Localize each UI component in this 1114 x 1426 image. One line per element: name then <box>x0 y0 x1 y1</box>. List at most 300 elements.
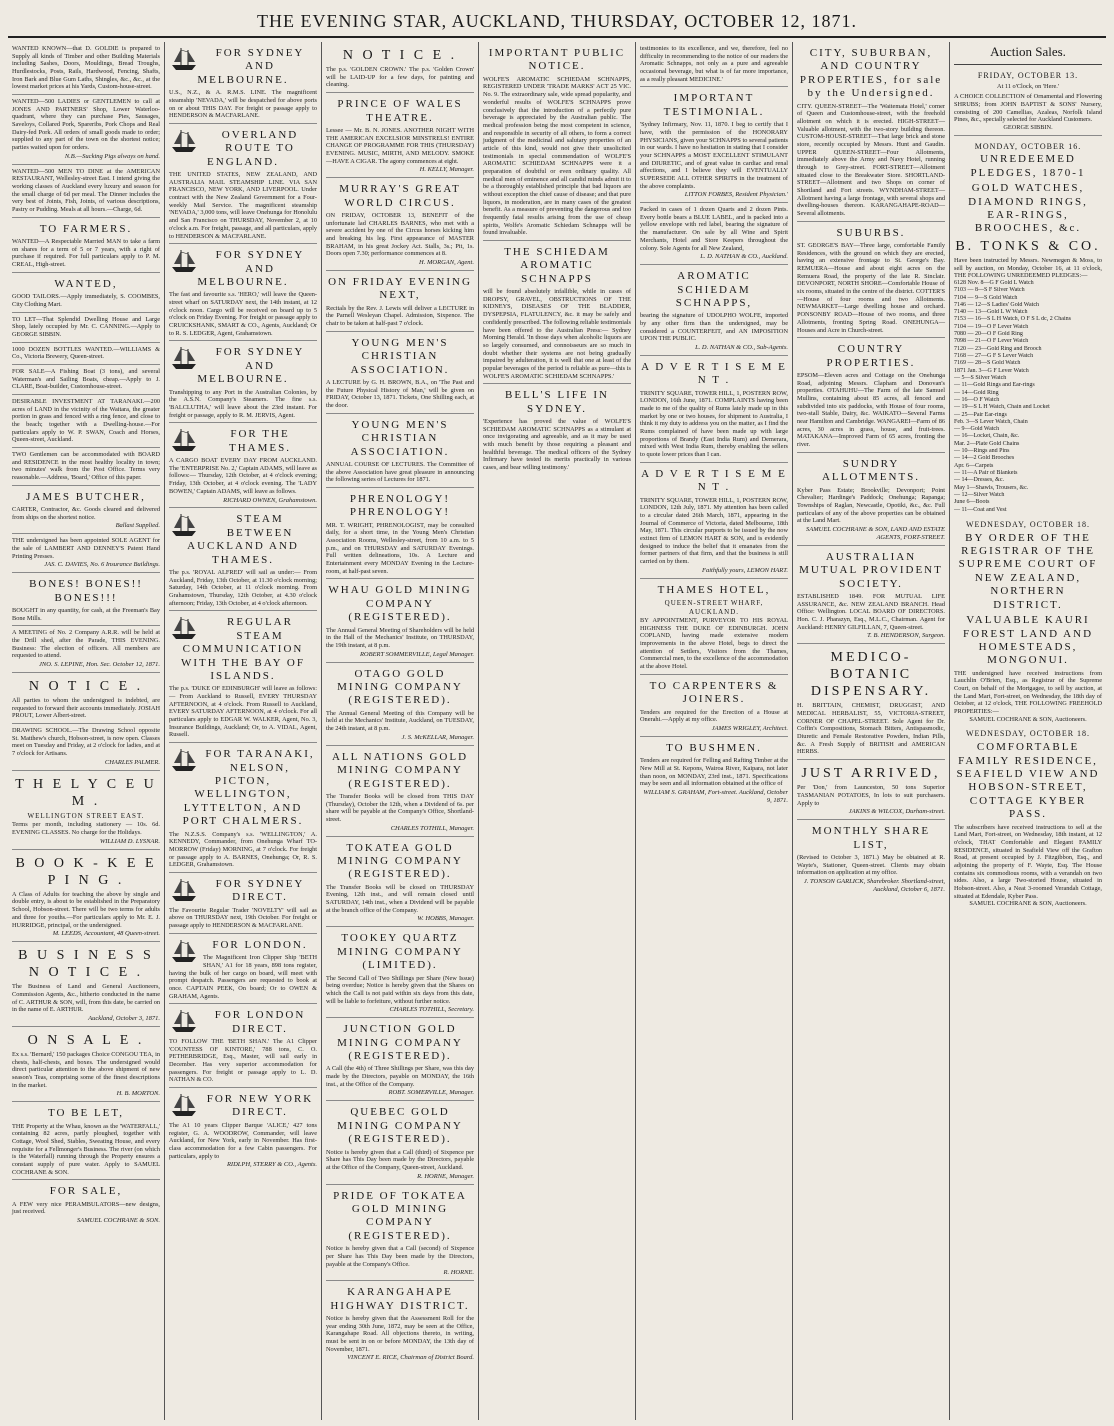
ad-body: TRINITY SQUARE, TOWER HILL, 1, POSTERN ROW, LONDON, 12th July, 1871. My attention has been called to a circular dated 26th March, 1871, appearing in the Journal of Commerce of Victoria, dated Melbourne, 18th May, 1871. This circular purports to be issued by the now extinct firm of LEMON HART & SON, and is evidently designed to induce the belief that it emanates from the former partners of that firm, and that the business is still carried on by them. <box>640 496 788 565</box>
advertisement <box>483 42 631 241</box>
ad-signature: RICHARD OWNEN, Grahamstown. <box>223 496 317 504</box>
ad-signature: ROBT. SOMERVILLE, Manager. <box>388 1089 474 1097</box>
pledge-item: 7104 — 9—S Gold Watch <box>954 294 1018 301</box>
auction-heading: COMFORTABLE FAMILY RESIDENCE, SEAFIELD VIEW AND HOBSON-STREET, COTTAGE KYBER PASS. <box>956 741 1100 821</box>
ad-heading: TO BE LET, <box>47 1107 125 1120</box>
ad-heading: FOR SYDNEY DIRECT. <box>215 877 305 904</box>
ad-signature: JAS. C. DAVIES, No. 6 Insurance Buildings. <box>44 561 160 569</box>
ad-body: FOR SALE—A Fishing Boat (3 tons), and several Waterman's and Sailing Boats, cheap.—Apply to J. CLARE, Boat-builder, Customhouse-street. <box>12 367 160 391</box>
ad-heading: KARANGAHAPE HIGHWAY DISTRICT. <box>330 1286 470 1312</box>
advertisement <box>326 271 474 332</box>
ad-heading: PRINCE OF WALES THEATRE. <box>337 98 463 124</box>
ad-body: The Second Call of Two Shillings per Share (New Issue) being overdue; Notice is hereby given that the Shares on which the Call is not paid within six days from this date, will be liable to forfeiture, without further notice. <box>326 974 474 1005</box>
advertisement <box>12 942 160 1027</box>
ad-heading: OTAGO GOLD MINING COMPANY (REGISTERED). <box>337 667 463 707</box>
ad-body: TRINITY SQUARE, TOWER HILL, 1, POSTERN ROW, LONDON, 16th June, 1871. COMPLAINTS having been made to me of the quality of Rums lately made up in this market by one or two houses, for shipment to Australia, I think it my duty to address you on the matter, as I find the Rums complained of have been made up with large proportions of Brandy (East India Rum) and Demerara, mixed with West India Rum, thereby enabling the sellers to quote lower prices than I can. <box>640 389 788 459</box>
ad-heading: QUEBEC GOLD MINING COMPANY (REGISTERED). <box>337 1106 463 1146</box>
ad-body: The Magnificent Iron Clipper Ship 'BETH SHAN,' A1 for 18 years, 898 tons register, having the bulk of her cargo on board, will meet with prompt despatch. Passengers are requested to book at once. CAPTAIN PEEK, On board; Or to OWEN & GRAHAM, Agents. <box>169 954 317 1000</box>
ad-signature: Ballast Supplied. <box>115 522 160 530</box>
advertisement <box>326 332 474 414</box>
ad-heading: MONTHLY SHARE LIST, <box>811 825 931 851</box>
pledge-item: — 16—Locket, Chain, &c. <box>954 433 1020 440</box>
ship-illustration-icon <box>169 1092 199 1118</box>
ad-signature: W. HOBBS, Manager. <box>417 915 474 923</box>
advertisement <box>12 724 160 771</box>
ad-signature: JAKINS & WILCOX, Durham-street. <box>848 808 945 816</box>
advertisement <box>797 222 945 338</box>
ad-body: WOLFE'S AROMATIC SCHIEDAM SCHNAPPS, REGISTERED UNDER 'TRADE MARKS' ACT 25 VIC. No. 9. The extraordinary sale, wide spread popularity, and wonderful results of WOLFE'S SCHNAPPS prove conclusively that the introduction of a perfectly pure beverage is appreciated by the Australian public. The medical profession being the most competent in science, and responsible in security of all others, to form a correct judgment of the medicinal and salutary properties of an article of this kind, would not give their unsolicited testimonials in special commendation of WOLFE'S AROMATIC SCHIEDAM SCHNAPPS were it a preparation of doubtful or even ordinary quality. All medical men of eminence and all candid minds admit it to be a thoroughly established principle that bad liquors are without exception the chief cause of disease; and that pure liquors, in moderation, are in many cases of the greatest benefit. As a measure of preventing the dangerous and too frequently fatal results arising from the use of cheap spirits, Wolfe's Aromatic Schiedam Schnapps will be found invaluable. <box>483 75 631 237</box>
advertisement <box>12 1180 160 1228</box>
pledge-item: June 6—Boots <box>954 499 990 506</box>
column-6 <box>793 42 950 1420</box>
pledge-item: — 11—Gold Rings and Ear-rings <box>954 382 1035 389</box>
pledge-item: 7103 — 8—S F Silver Watch <box>954 287 1025 294</box>
ad-body: A FEW very nice PERAMBULATORS—new designs, just received. <box>12 1200 160 1216</box>
ad-heading: TOKATEA GOLD MINING COMPANY (REGISTERED). <box>337 841 463 881</box>
ad-body: ESTABLISHED 1849. FOR MUTUAL LIFE ASSURANCE, &c. NEW ZEALAND BRANCH. Head Office: Wellington. LOCAL BOARD OF DIRECTORS. Hon. C. J. Pharazyn, Esq., M.L.C., Chairman. Agent for Auckland: HENRY GILFILLAN, 7, Queen-street. <box>797 592 945 631</box>
advertisement <box>326 1185 474 1282</box>
auction-kauri-sig: SAMUEL COCHRANE & SON, Auctioneers. <box>969 715 1087 723</box>
ad-heading: FOR NEW YORK DIRECT. <box>206 1093 314 1119</box>
pledge-item: — 9—Gold Watch <box>954 426 1000 433</box>
advertisement <box>326 837 474 928</box>
ad-heading: B O O K - K E E P I N G . <box>15 855 157 888</box>
auction-date: WEDNESDAY, OCTOBER 18. <box>965 729 1091 739</box>
ad-signature: J. TONSON GARLICK, Sharebroker. Shortland-street, Auckland, October 6, 1871. <box>803 878 945 893</box>
ad-heading: JAMES BUTCHER, <box>26 490 146 503</box>
ad-body: BOUGHT in any quantity, for cash, at the Freeman's Bay Bone Mills. <box>12 607 160 622</box>
ad-body: The fast and favourite s.s. 'HERO,' will leave the Queen-street wharf on SATURDAY next, the 14th instant, at 12 o'clock noon. Cargo will be received on board up to 5 o'clock on Friday Evening. For freight or passage apply to CRUICKSHANK, SMART & CO., Agents, Auckland; Or to R. S. LEDGER, Agent, Grahamstown. <box>169 291 317 337</box>
column-2 <box>165 42 322 1420</box>
ad-heading: COUNTRY PROPERTIES. <box>826 343 916 369</box>
ship-illustration-icon <box>169 427 199 453</box>
ad-heading: JUNCTION GOLD MINING COMPANY (REGISTERED). <box>337 1023 463 1063</box>
ad-heading: OVERLAND ROUTE TO ENGLAND. <box>207 128 299 168</box>
auction-date: FRIDAY, OCTOBER 13. <box>977 70 1079 80</box>
advertisement <box>640 203 788 265</box>
columns <box>8 42 1106 1420</box>
ship-illustration-icon <box>169 248 199 274</box>
ad-body: The Transfer Books will be closed from THIS DAY (Thursday), October the 12th, when a Dividend of 6s. per share will be payable at the Company's Office, Shortland-street. <box>326 792 474 823</box>
ad-body: Lessee — Mr. B. N. JONES. ANOTHER NIGHT WITH THE AMERICAN EXCELSIOR MINSTRELS! ENTIRE CHANGE OF PROGRAMME FOR THIS (THURSDAY) EVENING. MUSIC, MIRTH, AND MELODY. SMOKE—HAVE A CIGAR. The agony commences at eight. <box>326 126 474 165</box>
ad-body: CARTER, Contractor, &c. Goods cleared and delivered from ships on the shortest notice. <box>12 506 160 521</box>
ad-body: The Annual General Meeting of this Company will be held at the Mechanics' Institute, Auckland, on TUESDAY, the 24th instant, at 8 p.m. <box>326 709 474 733</box>
advertisement <box>12 1027 160 1102</box>
advertisement <box>12 313 160 343</box>
ad-body: WANTED—500 MEN TO DINE at the AMERICAN RESTAURANT, Wellesley-street East. I intend giving the working classes of Auckland every luxury and season for the small charge of 6d per meal. The Dinner includes the very best of Joints, Fish, Joints, of various descriptions, Pastry or Pudding. Meals at all hours.—Charge, 6d. <box>12 167 160 214</box>
advertisement <box>797 453 945 546</box>
advertisement <box>640 356 788 463</box>
ad-signature: R. HORNE. <box>443 1269 474 1277</box>
ad-signature: WILLIAM S. GRAHAM, Fort-street. Auckland, October 9, 1871. <box>643 788 788 804</box>
ad-body: WANTED—A Respectable Married MAN to take a farm on shares for a term of 5 or 7 years, with a right of purchase if required. For full particulars apply to P. M. CREAL, High-street. <box>12 238 160 269</box>
advertisement <box>483 241 631 384</box>
pledge-item: — 11—Coat and Vest <box>954 506 1007 513</box>
ad-body: The Business of Land and General Auctioneers, Commission Agents, &c., hitherto conducted in the name of C. ARTHUR & SON, will, from this date, be carried on in the name of E. ARTHUR. <box>12 983 160 1014</box>
column-1 <box>8 42 165 1420</box>
advertisement <box>326 927 474 1018</box>
ad-body: U.S., N.Z., & A. R.M.S. LINE. The magnificent steamship 'NEVADA,' will be despatched for above ports on or about THIS DAY. For freight or passage apply to HENDERSON & MACFARLANE. <box>169 89 317 120</box>
ad-body: Notice is hereby given that a Call (third) of Sixpence per Share has This Day been made by the Directors, payable at the Office of the Company, Queen-street, Auckland. <box>326 1148 474 1171</box>
advertisement <box>326 1018 474 1101</box>
auction-sales-title: Auction Sales. <box>954 42 1102 65</box>
auction-heading: UNREDEEMED PLEDGES, 1870-1 <box>970 153 1086 179</box>
ad-body: The p.s. 'DUKE OF EDINBURGH' will leave as follows:— From Auckland to Russell, EVERY THURSDAY AFTERNOON, at 4 o'clock. From Russell to Auckland, EVERY SATURDAY AFTERNOON, at 4 o'clock. For all particulars apply to EDGAR W. WALKER, Agent, No. 3, Insurance Buildings, Auckland; Or, to A. VIDAL, Agent, Russell. <box>169 685 317 739</box>
auction-shrubs-text: A CHOICE COLLECTION of Ornamental and Flowering SHRUBS; from JOHN BAPTIST & SONS' Nursery, consisting of 200 Camellias, Azaleas, Norfolk Island Pines, &c., specially selected for Auckland Customers. <box>954 93 1102 124</box>
advertisement <box>797 820 945 897</box>
ad-heading: WANTED, <box>54 277 118 290</box>
advertisement <box>169 934 317 1004</box>
ad-heading: MEDICO-BOTANIC DISPENSARY. <box>810 650 932 700</box>
ad-body: Recitals by the Rev. J. Lewis will deliver a LECTURE in the Parnell Wesleyan Chapel. Admission, Sixpence. The chair to be taken at half-past 7 o'clock. <box>326 304 474 328</box>
advertisement <box>326 414 474 488</box>
advertisement <box>12 365 160 395</box>
ad-heading: AUSTRALIAN MUTUAL PROVIDENT SOCIETY. <box>799 550 943 590</box>
ship-illustration-icon <box>169 747 199 773</box>
pledge-item: May 1—Shawls, Trousers, &c. <box>954 484 1029 491</box>
ad-heading: FOR THE THAMES. <box>229 428 291 454</box>
ad-signature: H. KELLY, Manager. <box>419 166 474 174</box>
ad-heading: MURRAY'S GREAT WORLD CIRCUS. <box>339 183 461 209</box>
pledge-item: Mar. 2—Plate Gold Chains <box>954 440 1020 447</box>
advertisement <box>169 1004 317 1088</box>
advertisement <box>640 42 788 87</box>
ad-signature: RIDLPH, STERRY & CO., Agents. <box>226 1161 317 1169</box>
ad-body: DRAWING SCHOOL.—The Drawing School opposite St. Matthew's church, Hobson-street, is now open. Classes meet on Tuesday and Friday, at 2 o'clock for ladies, and at 7 o'clock for Artisans. <box>12 727 160 758</box>
auction-heading: VALUABLE KAURI FOREST LAND AND HOMESTEADS, MONGONUI. <box>962 614 1094 667</box>
column-7-auction-sales <box>950 42 1106 1420</box>
ad-subheading: QUEEN-STREET WHARF, AUCKLAND. <box>664 598 764 616</box>
advertisement <box>797 644 945 760</box>
auction-firm: B. TONKS & CO. <box>955 238 1101 254</box>
advertisement <box>12 343 160 365</box>
ad-heading: TO CARPENTERS & JOINERS. <box>649 679 779 706</box>
pledge-item: — 12—Silver Watch <box>954 491 1005 498</box>
advertisement <box>797 760 945 820</box>
ad-body: WANTED KNOWN—that D. GOLDIE is prepared to Supply all kinds of Timber and other Building Materials including Sashes, Doors, Mouldings, Bread Troughs, Hurdlestocks, Posts, Rails, Hardwood, Fencing, Shafts, Iron Bark and Blue Gum Laths, Shingles, &c., &c., at the lowest market prices at his Yards, Custom-house-street. <box>12 45 160 91</box>
ad-heading: FOR LONDON DIRECT. <box>214 1009 306 1035</box>
masthead: THE EVENING STAR, AUCKLAND, THURSDAY, OCTOBER 12, 1871. <box>8 6 1106 38</box>
ad-heading: FOR SYDNEY AND MELBOURNE. <box>197 249 305 288</box>
ad-signature: LITTON FORBES, Resident Physician.' <box>684 191 788 199</box>
ad-heading: T H E L Y C E U M . <box>15 776 157 809</box>
column-4 <box>479 42 636 1420</box>
pledge-item: 7120 — 23—Gold Ring and Brooch <box>954 345 1042 352</box>
pledge-item: — 19—S L H Watch, Chain and Locket <box>954 404 1050 411</box>
pledge-item: 1871 Jan. 3—G F Lever Watch <box>954 367 1029 374</box>
ad-body: A Call (the 4th) of Three Shillings per Share, was this day made by the Directors, payable on MONDAY, the 16th inst., at the Office of the Company. <box>326 1065 474 1088</box>
ad-heading: TO BUSHMEN. <box>666 741 762 754</box>
ad-body: The Favourite Regular Trader 'NOVELTY' will sail as above on THURSDAY next, 19th October. For freight or passage apply to HENDERSON & MACFARLANE. <box>169 906 317 930</box>
ship-illustration-icon <box>169 1008 199 1034</box>
ad-signature: Auckland, October 3, 1871. <box>88 1014 160 1022</box>
ad-signature: ROBERT SOMMERVILLE, Legal Manager. <box>359 650 474 658</box>
ship-illustration-icon <box>169 128 199 154</box>
ad-body: A Class of Adults for teaching the above by single and double entry, is about to be established in the Preparatory School, Hobson-street. There will be two terms for adults and three for youths.—For particulars apply to Mr. E. J. HURRIDGE, principal, or the undersigned. <box>12 890 160 929</box>
ad-body: GOOD TAILORS.—Apply immediately, S. COOMBES, City Clothing Mart. <box>12 293 160 308</box>
ad-signature: H. MORGAN, Agent. <box>419 259 474 267</box>
ad-signature: JAMES WRIGLEY, Architect. <box>711 724 788 732</box>
ad-heading: A D V E R T I S E M E N T . <box>641 360 787 387</box>
ad-heading: WHAU GOLD MINING COMPANY (REGISTERED). <box>328 584 472 624</box>
ad-heading: SUBURBS. <box>836 226 906 239</box>
ad-body: THE UNITED STATES, NEW ZEALAND, AND AUSTRALIA MAIL STEAMSHIP LINE. VIA SAN FRANCISCO, NEW YORK, AND LIVERPOOL. Under contract with the New Zealand Government for a Four-weekly Mail Service. The magnificent steamship 'NEVADA,' 3,000 tons, will leave Onehunga for Honolulu and San Francisco on THURSDAY, November 2, at 10 o'clock a.m. For freight, passage, and all particulars, apply to HENDERSON & MACFARLANE. <box>169 171 317 240</box>
advertisement <box>12 673 160 724</box>
ad-body: 'Sydney Infirmary, Nov. 11, 1870. I beg to certify that I have, with the permission of the HONORARY PHYSICIANS, given your SCHNAPPS to several patients in our wards. I have no hesitation in stating that I consider your SCHNAPPS a MOST EXCELLENT STIMULANT and DIURETIC, and of great value in cardiac and renal affections, and I believe they will EVENTUALLY SUPERSEDE ALL OTHER SPIRITS in the treatment of the above complaints. <box>640 121 788 190</box>
ad-body: TWO Gentlemen can be accommodated with BOARD and RESIDENCE in the most healthy locality in town; two minutes' walk from the Post Office. Terms very reasonable.—Address, 'Board,' Office of this paper. <box>12 450 160 481</box>
advertisement <box>640 675 788 737</box>
pledge-list <box>954 280 1102 514</box>
ad-heading: FOR TARANAKI, NELSON, PICTON, WELLINGTON, LYTTELTON, AND PORT CHALMERS. <box>182 748 315 828</box>
pledge-item: Apr. 6—Carpets <box>954 462 994 469</box>
ad-body: TO FOLLOW THE 'BETH SHAN.' The A1 Clipper 'COUNTESS OF KINTORE,' 788 tons, C. O. PETHERBRIDGE, Esq., Master, will sail early in December. Has very superior accommodation for passengers. For freight or passage apply to L. D. NATHAN & CO. <box>169 1038 317 1084</box>
ad-signature: WILLIAM D. LYSNAR. <box>99 837 160 845</box>
advertisement <box>12 626 160 673</box>
ad-body: Terms per month, including stationery — 10s. 6d. EVENING CLASSES. No charge for the Holidays. <box>12 821 160 837</box>
ad-body: Packed in cases of 1 dozen Quarts and 2 dozen Pints. Every bottle bears a BLUE LABEL, and is packed into a yellow envelope with red label, bearing the signature of the manufacturer. On sale by all Wine and Spirit Merchants, Hotel and Store Keepers throughout the colony. Sole Agents for all New Zealand, <box>640 206 788 252</box>
ad-body: 1000 DOZEN BOTTLES WANTED.—WILLIAMS & Co., Victoria Brewery, Queen-street. <box>12 345 160 361</box>
auction-shrubs <box>954 90 1102 135</box>
pledge-item: — 16—O F Watch <box>954 396 1000 403</box>
advertisement <box>169 1088 317 1172</box>
ad-heading: N O T I C E . <box>28 679 144 694</box>
ad-heading: FOR LONDON. <box>212 938 308 951</box>
ad-signature: Faithfully yours, LEMON HART. <box>701 566 788 574</box>
ad-heading: BELL'S LIFE IN SYDNEY. <box>505 389 609 415</box>
ad-body: ON FRIDAY, OCTOBER 13, BENEFIT of the unfortunate lad CHARLES BARNES, who met with a severe accident by one of the Circus horses kicking him and breaking his leg. First appearance of MASTER BRAHAM, in his great Jockey Act. Stalls, 3s.; Pit, 1s. Doors open 7.30; performance commences at 8. <box>326 212 474 258</box>
advertisement <box>12 534 160 573</box>
ad-body: WANTED—500 LADIES or GENTLEMEN to call at JONES AND PARTNERS' Shop, Lower Waterloo-quadrant, where they can purchase Pies, Sausages, Saveloys, Collared Pork, Spareribs, Pork Chops and Real Dairy-fed Pork. All orders of small goods made to order; supplied to any part of the town on the shortest notice; parties waited upon for orders. <box>12 98 160 152</box>
advertisement <box>169 244 317 341</box>
ad-body: Notice is hereby given that the Assessment Roll for the year ending 30th June, 1872, may be seen at the Office, Karangahape Road. All objections thereto, in writing, must be sent in on or before MONDAY, the 13th day of November, 1871. <box>326 1314 474 1353</box>
ad-heading: ON FRIDAY EVENING NEXT, <box>328 275 472 302</box>
ad-body: The A1 10 years Clipper Barque 'ALICE,' 427 tons register, G. A. WOODROW, Commander, will leave Auckland, for New York, early in November. Has first-class accommodation for a few Cabin passengers. For particulars, apply to <box>169 1121 317 1160</box>
pledge-item: 7080 — 20—O F Gold Ring <box>954 331 1023 338</box>
advertisement <box>169 42 317 124</box>
ship-illustration-icon <box>169 615 199 641</box>
ad-body: The p.s. 'GOLDEN CROWN.' The p.s. 'Golden Crown' will be LAID-UP for a few days, for painting and cleaning. <box>326 66 474 89</box>
column-5 <box>636 42 793 1420</box>
ship-illustration-icon <box>169 877 199 903</box>
advertisement <box>326 663 474 746</box>
ad-body: EPSOM—Eleven acres and Cottage on the Onehunga Road, adjoining Messrs. Clapham and Donovan's properties. OTAHUHU—The Farm of the late Samuel Mullins, containing about 85 acres, all fenced and subdivided into six paddocks, with House of four rooms, two-stall Stable, Dairy, &c. WAIKATO—Several Farms near Hamilton and Cambridge. WANGAREI—Farm of 86 acres, 30 acres in grass, house, and fruit-trees. MATAKANA—Improved Farm of 65 acres, fronting the river. <box>797 371 945 449</box>
advertisement <box>640 737 788 808</box>
ad-body: THE undersigned has been appointed SOLE AGENT for the sale of LAMBERT AND DENNEY'S Patent Hand Printing Presses. <box>12 537 160 560</box>
pledge-item: 7168 — 27—G F S Lever Watch <box>954 353 1034 360</box>
ad-body: A MEETING of No. 2 Company A.R.R. will be held at the Drill shed, after the Parade, THIS EVENING. Business: The election of officers. All members are requested to attend. <box>12 629 160 660</box>
ad-body: The Annual General Meeting of Shareholders will be held in the Hall of the Mechanics' Institute, on THURSDAY, the 19th instant, at 8 p.m. <box>326 626 474 649</box>
ad-heading: FOR SYDNEY AND MELBOURNE. <box>197 47 305 86</box>
ad-body: The Transfer Books will be closed on THURSDAY Evening, 12th inst., and will remain closed until SATURDAY, 14th inst., when a Dividend will be payable at the branch office of the Company. <box>326 883 474 914</box>
auction-date: WEDNESDAY, OCTOBER 18. <box>965 519 1091 529</box>
advertisement <box>12 395 160 448</box>
advertisement <box>169 743 317 873</box>
advertisement <box>12 42 160 95</box>
advertisement <box>12 1102 160 1180</box>
ad-heading: B U S I N E S S N O T I C E . <box>18 948 154 981</box>
ad-heading: IMPORTANT PUBLIC NOTICE. <box>488 47 626 73</box>
ad-signature: CHARLES TOTHILL, Manager. <box>390 824 474 832</box>
pledge-item: 7169 — 28—S Gold Watch <box>954 360 1021 367</box>
ad-body: (Revised to October 3, 1871.) May be obtained at R. Wayte's, Stationer, Queen-street. Clients may obtain information on application at my office. <box>797 853 945 877</box>
ad-signature: JNO. S. LEPINE, Hon. Sec. October 12, 1871. <box>39 661 160 669</box>
pledge-item: — 25—Pair Ear-rings <box>954 411 1007 418</box>
ad-body: 'Experience has proved the value of WOLFE'S SCHIEDAM AROMATIC SCHNAPPS as a stimulant at once invigorating and agreeable, and as it may be used with much benefit by those requiring a pleasant and healthful beverage. The medical officers of the Sydney Infirmary have tested its merits practically in various cases, and bear willing testimony.' <box>483 418 631 472</box>
advertisement <box>326 488 474 580</box>
pledge-item: — 14—2 Gold Brooches <box>954 455 1015 462</box>
ad-body: BY APPOINTMENT, PURVEYOR TO HIS ROYAL HIGHNESS THE DUKE OF EDINBURGH. JOHN COPLAND, having made extensive modern improvements in the above Hotel, begs to direct the attention of Settlers, Visitors from the Thames, Commercial men, to the excellence of the accommodation at the above Hotel. <box>640 617 788 671</box>
pledge-item: 7153 — 16—S L H Watch, O F S L dc, 2 Chains <box>954 316 1071 323</box>
auction-kauri-text: THE undersigned have received instructions from Lauchlin O'Brien, Esq., as Registrar of the Supreme Court, on behalf of the Mortgagee, to sell by auction, at the Land Mart, Fort-street, on Wednesday, the 18th day of October, at 12 o'clock, THE FOLLOWING FREEHOLD PROPERTIES:— <box>954 669 1102 716</box>
ad-body: Notice is hereby given that a Call (second) of Sixpence per Share has This Day been made by the Directors, payable at the Company's Office. <box>326 1245 474 1268</box>
ad-heading: AROMATIC SCHIEDAM SCHNAPPS, <box>675 270 753 309</box>
pledge-item: Feb. 3—S Lever Watch, Chain <box>954 418 1028 425</box>
pledge-item: 7146 — 12—S Ladies' Gold Watch <box>954 301 1039 308</box>
advertisement <box>12 573 160 626</box>
ad-heading: THE SCHIEDAM AROMATIC SCHNAPPS <box>504 245 610 285</box>
ad-signature: L. D. NATHAN & CO., Auckland. <box>700 253 788 261</box>
advertisement <box>169 873 317 934</box>
pledge-item: — 5—S Silver Watch <box>954 374 1007 381</box>
ad-signature: VINCENT E. RICE, Chairman of District Board. <box>347 1354 474 1362</box>
ad-heading: A D V E R T I S E M E N T . <box>641 467 787 494</box>
ship-illustration-icon <box>169 512 199 538</box>
ad-heading: TOOKEY QUARTZ MINING COMPANY (LIMITED). <box>337 932 463 972</box>
ad-body: bearing the signature of UDOLPHO WOLFE, imported by any other firm than the undersigned, may be considered a COUNTERFEIT, and AN IMPOSITION UPON THE PUBLIC. <box>640 312 788 343</box>
advertisement <box>12 771 160 850</box>
advertisement <box>326 93 474 178</box>
pledge-item: — 10—Rings and Pins <box>954 448 1010 455</box>
ad-body: Per 'Don,' from Launceston, 50 tons Superior TASMANIAN POTATOES, In lots to suit purchasers. Apply to <box>797 784 945 807</box>
advertisement <box>12 95 160 165</box>
ad-body: Tenders are required for the Erection of a House at Onerahi.—Apply at my office. <box>640 708 788 724</box>
advertisement <box>169 508 317 611</box>
advertisement <box>640 579 788 675</box>
ad-body: TO LET—That Splendid Dwelling House and Large Shop, lately occupied by Mr. C. CANNING.—Apply to GEORGE SIBBIN. <box>12 315 160 338</box>
advertisement <box>169 423 317 508</box>
advertisement <box>12 448 160 486</box>
advertisement <box>640 87 788 203</box>
ad-body: MR. T. WRIGHT, PHRENOLOGIST, may be consulted daily, for a short time, in the Young Men's Christian Association Rooms, Wellesley-street, from 10 a.m. to 5 p.m., and on THURSDAY and SATURDAY Evenings. Full written delineations, 10s. A Lecture and Entertainment every MONDAY Evening in the Lecture-room, at half-past seven. <box>326 521 474 575</box>
ship-illustration-icon <box>169 46 199 72</box>
advertisement <box>12 218 160 273</box>
advertisement <box>12 165 160 218</box>
advertisement <box>12 273 160 313</box>
ad-heading: ALL NATIONS GOLD MINING COMPANY (REGISTERED). <box>331 750 469 790</box>
ad-subheading: WELLINGTON STREET EAST. <box>27 811 145 820</box>
ad-heading: SUNDRY ALLOTMENTS. <box>821 457 921 484</box>
advertisement <box>169 124 317 244</box>
ad-body: Tenders are required for Felling and Rafting Timber at the New Mill at St. Kepons, Wairoa River, Kaipara, not later than noon, on MONDAY, 23rd inst., 1871. Specifications may be seen and all information obtained at the office of <box>640 757 788 788</box>
auction-time: At 11 o'Clock, on 'Here.' <box>997 82 1059 90</box>
ad-signature: SAMUEL COCHRANE & SON. <box>77 1217 160 1225</box>
ad-heading: TO FARMERS. <box>39 222 133 235</box>
ad-heading: PHRENOLOGY! PHRENOLOGY! <box>349 492 451 519</box>
ad-body: CITY. QUEEN-STREET—The 'Waitemata Hotel,' corner of Queen and Customhouse-street, with the freehold allotment on which it is erected. HIGH-STREET—Valuable allotment, with the two-story building thereon. CUSTOM-HOUSE-STREET—That large brick and stone store, recently occupied by Messrs. Hunt and Gaudin. UPPER QUEEN-STREET—Four Allotments, immediately above the Army and Navy Hotel, running through to Grey-street. FORT-STREET—Allotment situated close to the Breakwater Store. SHORTLAND-STREET—Allotment and two Shops on corner of Shortland and Fort streets. WYNDHAM-STREET—Allotment having a large frontage, with several shops and dwelling-houses thereon. KARANGAHAPE-ROAD—Several allotments. <box>797 102 945 218</box>
advertisement <box>169 611 317 743</box>
ad-body: H. BRITTAIN, CHEMIST, DRUGGIST, AND MEDICAL HERBALIST, 55, VICTORIA-STREET, CORNER OF CHAPEL-STREET. Sole Agent for Dr. Coffin's Compositions, Stomach Bitters, Antispasmodic, Diuretic and Female Restorative Powders, Indian Pills, &c. A Fresh Supply of BRITISH and AMERICAN HERBS. <box>797 702 945 756</box>
ad-heading: THAMES HOTEL, <box>657 583 771 596</box>
auction-heading: GOLD WATCHES, DIAMOND RINGS, EAR-RINGS, BROOCHES, &c. <box>968 182 1088 235</box>
auction-residence-sig: SAMUEL COCHRANE & SON, Auctioneers. <box>969 900 1087 908</box>
ad-body: Transhipping to any Port in the Australian Colonies, by the A.S.N. Company's Steamers. The fine s.s. 'BALCLUTHA,' will leave about the 23rd instant. For freight or passage, apply to R. M. JERVIS, Agent. <box>169 388 317 419</box>
ad-signature: CHARLES TOTHILL, Secretary. <box>389 1006 474 1014</box>
ad-signature: J. S. McKELLAR, Manager. <box>401 733 474 741</box>
pledge-item: 7140 — 13—Gold L W Watch <box>954 309 1028 316</box>
ad-heading: O N S A L E . <box>27 1032 145 1048</box>
advertisement <box>12 850 160 942</box>
ad-heading: BONES! BONES!! BONES!!! <box>29 578 143 604</box>
ad-body: A LECTURE by G. H. BROWN, B.A., on 'The Past and the Future Physical History of Man,' will be given on FRIDAY, October 13, 1871. Tickets, One Shilling each, at the door. <box>326 379 474 410</box>
ad-heading: STEAM BETWEEN AUCKLAND AND THAMES. <box>187 513 299 566</box>
ad-heading: IMPORTANT TESTIMONIAL. <box>663 92 765 118</box>
advertisement <box>640 265 788 356</box>
ship-illustration-icon <box>169 345 199 371</box>
ad-signature: L. D. NATHAN & CO., Sub-Agents. <box>695 344 788 351</box>
advertisement <box>797 42 945 222</box>
auction-shrubs-sig: GEORGE SIBBIN. <box>1003 123 1053 131</box>
column-3 <box>322 42 479 1420</box>
ad-signature: R. HORNE, Manager. <box>417 1172 474 1180</box>
ad-body: will be found absolutely infallible, while in cases of DROPSY, GRAVEL, OBSTRUCTIONS OF THE KIDNEYS, DISEASES OF THE BLADDER, DYSPEPSIA, FLATULENCY, &c. it may be safely and confidently prescribed. The following reliable testimonials have been offered to the Australian Press:— Sydney Morning Herald. 'In those days when alcoholic liquors are so largely consumed, and connoisseurs are so much in doubt whether their systems are not being gradually impaired by adulteration, it is well that one at least of the popular beverages of the period is reliable as pure—this is WOLFE'S AROMATIC SCHIEDAM SCHNAPPS.' <box>483 288 631 380</box>
auction-date: MONDAY, OCTOBER 16. <box>974 141 1082 151</box>
ad-body: THE Property at the Whau, known as the 'WATERFALL,' containing 82 acres, partly ploughed, together with Cottage, Wool Shed, Stables, Sweating House, and every requisite for a Fellmonger's Business. The river (on which is the Waterfall) running through the Property ensures a constant supply of pure water. Apply to SAMUEL COCHRANE & SON. <box>12 1122 160 1176</box>
ad-heading: YOUNG MEN'S CHRISTIAN ASSOCIATION. <box>350 418 450 458</box>
ad-heading: PRIDE OF TOKATEA GOLD MINING COMPANY (REGISTERED). <box>333 1189 467 1242</box>
ad-body: ST. GEORGE'S BAY—Three large, comfortable Family Residences, with the ground on which they are erected, having an extensive frontage to St. George's Bay. REMUERA—House and about eight acres on the Remuera Road, the property of the late R. Sinclair. DEVONPORT, NORTH SHORE—Comfortable House of six rooms, situated in the centre of the district. COTTER'S—House of four rooms and two Allotments. NEWMARKET—Large dwelling house and orchard. PONSONBY ROAD—House of two rooms, and three Allotments, fronting Spring Road. ONEHUNGA—Houses and Acre in Church-street. <box>797 242 945 334</box>
ad-signature: N.B.—Sucking Pigs always on hand. <box>64 152 160 160</box>
advertisement <box>326 1101 474 1184</box>
ad-body: Kyber Pass Estate; Brookville; Devonport; Point Chevalier; Hardinge's Paddock; Onehunga; Rapanga; Townships of Raglan, Newcastle, Opotiki, &c., &c. Full particulars of any of the above properties can be obtained at the Land Mart. <box>797 486 945 525</box>
ad-body: A CARGO BOAT EVERY DAY FROM AUCKLAND. The 'ENTERPRISE No. 2,' Captain ADAMS, will leave as follows:— Thursday, 12th October, at 4 o'clock evening; Friday, 13th October, at 4 o'clock evening. The 'LADY BOWEN,' Captain ADAMS, will leave as follows. <box>169 457 317 495</box>
ad-heading: CITY, SUBURBAN, AND COUNTRY PROPERTIES, for sale by the Undersigned. <box>799 47 943 100</box>
pledge-item: — 14—Gold Ring <box>954 389 999 396</box>
ad-heading: N O T I C E . <box>342 48 458 63</box>
auction-intro: Have been instructed by Messrs. Newmegen & Moss, to sell by auction, on Monday, October 16, at 11 o'clock, THE FOLLOWING UNREDEEMED PLEDGES:— <box>954 256 1102 280</box>
ad-body: ANNUAL COURSE OF LECTURES. The Committee of the above Association have great pleasure in announcing the following series of Lectures for 1871. <box>326 460 474 484</box>
ad-heading: FOR SALE, <box>49 1185 123 1198</box>
advertisement <box>640 463 788 579</box>
advertisement <box>326 178 474 271</box>
ad-heading: YOUNG MEN'S CHRISTIAN ASSOCIATION. <box>350 336 450 376</box>
advertisement <box>797 338 945 453</box>
pledge-item: — 14—Dresses, &c. <box>954 477 1004 484</box>
advertisement <box>326 42 474 93</box>
ad-body: DESIRABLE INVESTMENT AT TARANAKI.—200 acres of LAND in the vicinity of the Waitara, the greater portion in grass and fenced with a ring fence, and close to the beach; together with a Dwelling-house.—For particulars apply to W. P. SWAN, Coach and Horses, Queen-street, Auckland. <box>12 397 160 444</box>
ad-heading: FOR SYDNEY AND MELBOURNE. <box>197 346 305 386</box>
advertisement <box>326 746 474 837</box>
ad-signature: T. B. HENDERSON, Surgeon. <box>867 632 945 640</box>
ad-signature: SAMUEL COCHRANE & SON, LAND AND ESTATE AGENTS, FORT-STREET. <box>806 525 945 541</box>
auction-residence-text: The subscribers have received instructions to sell at the Land Mart, Fort-street, on Wednesday, 18th instant, at 12 o'clock, THAT Comfortable and Elegant FAMILY RESIDENCE, situated in Seafield View off the Grafton Road, at present occupied by J. Fitzgibbon, Esq., and adjoining the property of F. Wayte, Esq. The House contains six commodious rooms, with a verandah on two sides. Also, a large Two-storied House, situated in Hobson-street. Also, a Neat 3-roomed Verandah Cottage, situated at Edendale, Kyber Pass. <box>954 823 1102 900</box>
advertisement <box>169 341 317 423</box>
advertisement <box>326 579 474 662</box>
ad-body: The p.s. 'ROYAL ALFRED' will sail as under:— From Auckland, Friday, 13th October, at 11.30 o'clock morning; Saturday, 14th October, at 11 o'clock morning. From Grahamstown, Thursday, 12th October, at 4.30 o'clock afternoon; Friday, 13th October, at 4 o'clock afternoon. <box>169 569 317 607</box>
ship-illustration-icon <box>169 938 199 964</box>
advertisement <box>12 486 160 535</box>
pledge-item: 7098 — 21—O F Lever Watch <box>954 338 1029 345</box>
ad-body: testimonies to its excellence, and we, therefore, feel no difficulty in recommending to the notice of our readers the Aromatic Schnapps, not only as a pure and agreeable occasional beverage, but what is of far more importance, as a really pleasant MEDICINE.' <box>640 45 788 83</box>
ad-heading: REGULAR STEAM COMMUNICATION WITH THE BAY OF ISLANDS. <box>180 616 305 683</box>
ad-signature: M. LEEDS, Accountant, 48 Queen-street. <box>52 930 160 938</box>
ad-body: The N.Z.S.S. Company's s.s. 'WELLINGTON,' A. KENNEDY, Commander, from Onehunga Wharf TO-MORROW (Friday) MORNING, at 7 o'clock. For freight or passage apply to A. BARNES, Onehunga; Or, R. S. LEDGER, Grahamstown. <box>169 830 317 869</box>
pledge-item: 7104 — 19—O F Lever Watch <box>954 323 1029 330</box>
ad-signature: H. B. MORTON. <box>116 1090 160 1098</box>
advertisement <box>326 1281 474 1365</box>
advertisement <box>797 546 945 645</box>
ad-signature: CHARLES PALMER. <box>104 758 160 766</box>
pledge-item: — 11—A Pair of Blankets <box>954 470 1018 477</box>
